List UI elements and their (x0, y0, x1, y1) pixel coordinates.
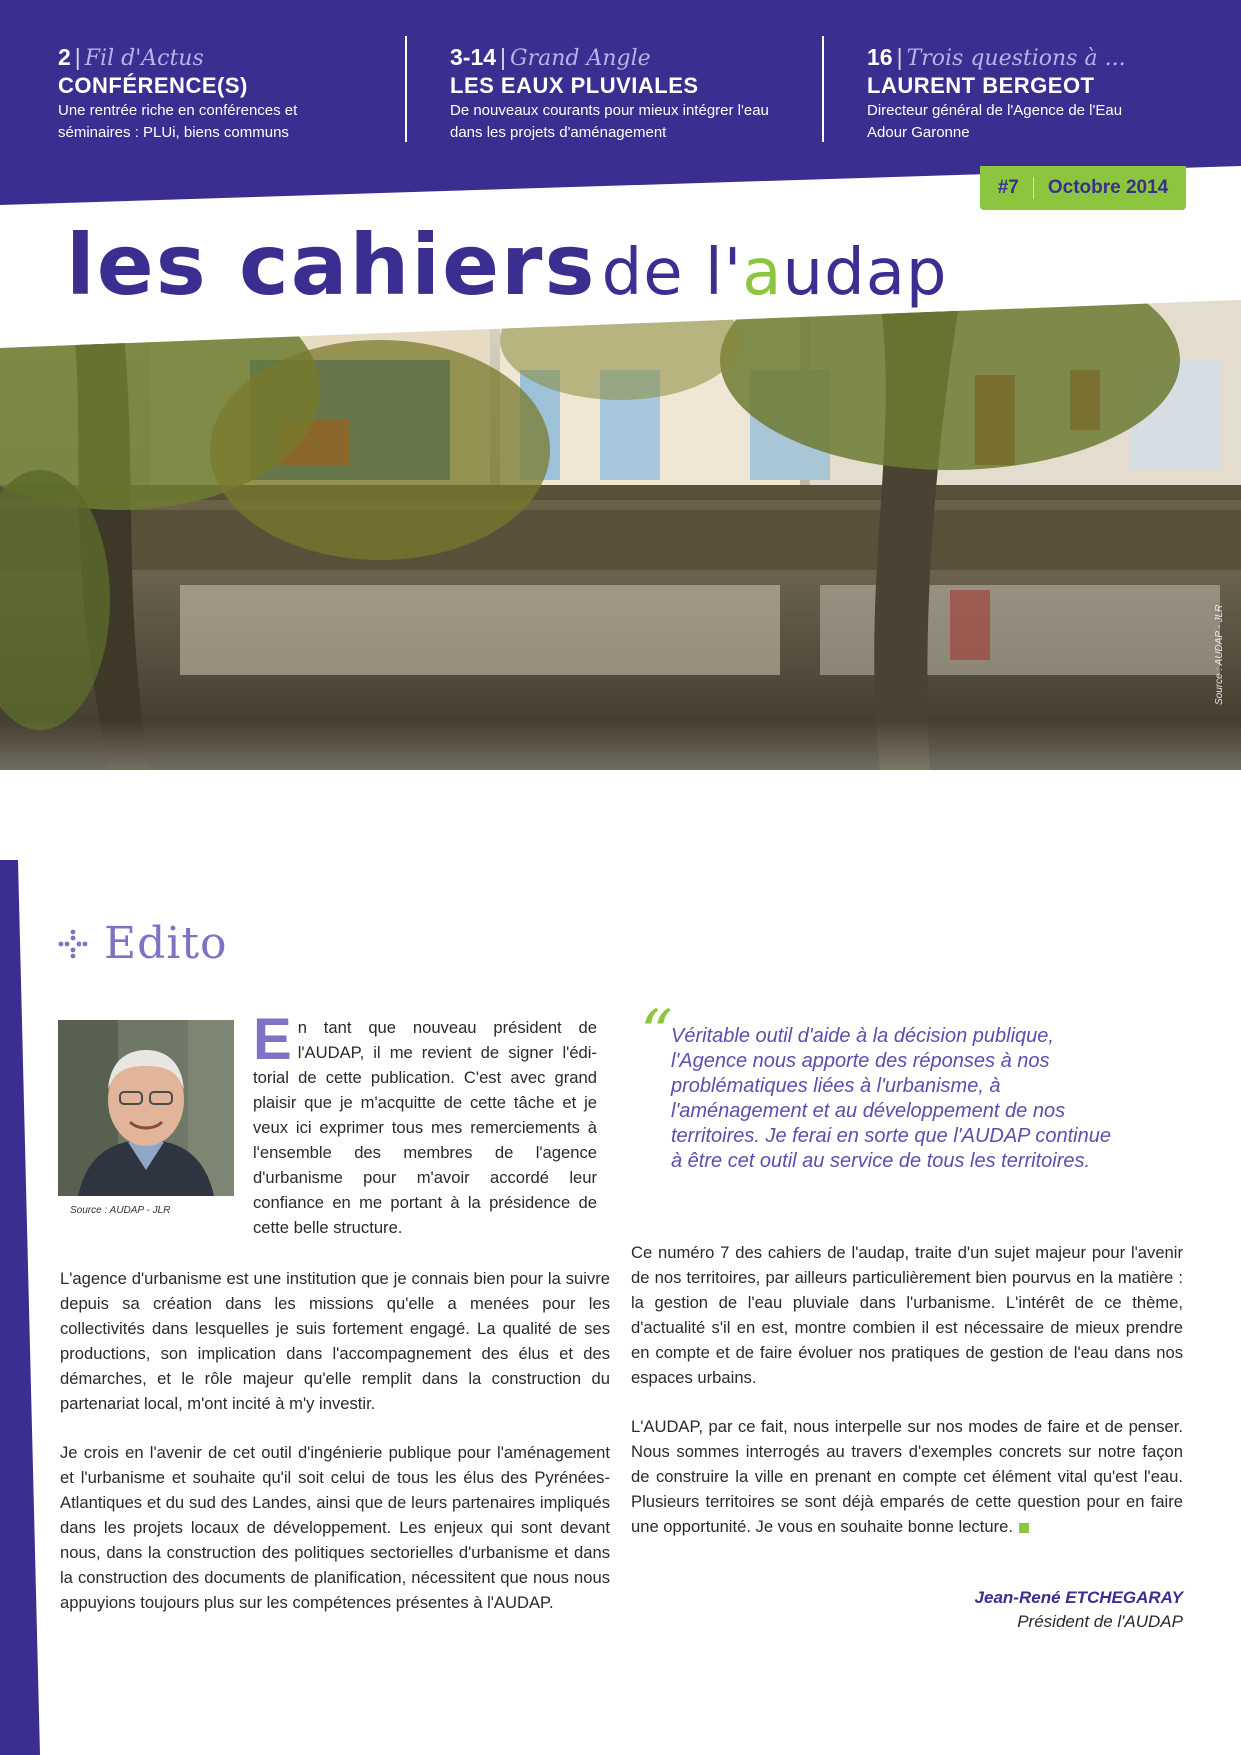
issue-date: Octobre 2014 (1047, 177, 1169, 198)
signature-name: Jean-René ETCHEGARAY (974, 1588, 1183, 1607)
masthead-accent-letter: a (742, 236, 783, 310)
teaser-page-number: 2 (58, 44, 71, 70)
header-divider (822, 36, 824, 142)
teaser-rubric: Fil d'Actus (84, 46, 204, 71)
edito-left-column (60, 1266, 610, 1639)
issue-tab (980, 166, 1186, 210)
side-stripe (0, 860, 40, 1755)
teaser-desc-line: De nouveaux courants pour mieux intégrer l'eau (450, 102, 769, 119)
issue-divider (1033, 177, 1034, 199)
teaser-desc-line: Une rentrée riche en conférences et (58, 102, 298, 119)
teaser-desc-line: dans les projets d'aménagement (450, 124, 667, 141)
body-paragraph: Je crois en l'avenir de cet outil d'ingénierie publique pour l'aménagement et l'urbanisme et souhaite qu'il soit celui de tous les élus des Pyrénées-Atlantiques et du sud des Landes, ainsi que de leurs partenaires impliqués dans les projets locaux de développement. Les enjeux qui sont devant nous, dans la construction des politiques sectorielles d'urbanisme et dans la construction des documents de planification, nécessitent que nous nous appuyions toujours plus sur les compétences présentes à l'AUDAP. (60, 1443, 610, 1612)
teaser-page-number: 16 (867, 44, 893, 70)
teaser-rubric: Grand Angle (510, 46, 651, 71)
drop-cap: E (253, 1007, 292, 1072)
teaser-title: LAURENT BERGEOT (867, 73, 1095, 98)
masthead-part: udap (782, 236, 948, 310)
signature (975, 1588, 1183, 1632)
dotted-cross-icon (58, 929, 88, 959)
signature-role: Président de l'AUDAP (1017, 1612, 1183, 1631)
cover-photo (0, 300, 1241, 900)
teaser-desc-line: Directeur général de l'Agence de l'Eau (867, 102, 1123, 119)
teaser-separator: | (500, 44, 507, 70)
body-paragraph: L'agence d'urbanisme est une institution que je connais bien pour la suivre depuis sa création dans les missions qu'elle a menées pour les collectivités dans lesquelles je suis fortement engagé. La qualité de ses productions, son implication dans l'accompagnement des élus et des démarches, et le rôle majeur qu'elle remplit dans la construction du partenariat local, m'ont incité à m'y investir. (60, 1269, 610, 1413)
teaser-desc-line: séminaires : PLUi, biens communs (58, 124, 289, 141)
pull-quote: Véritable outil d'aide à la décision publique, l'Agence nous apporte des réponses à nos problématiques liées à l'urbanisme, à l'aménagement et au développement de nos territoires. Je ferai en sorte que l'AUDAP continue à être cet outil au service de tous les territoires. (671, 1025, 1111, 1172)
issue-number: #7 (997, 177, 1019, 198)
masthead-part: de l' (601, 236, 743, 310)
teaser-fil-dactus[interactable] (58, 44, 297, 143)
edito-heading (58, 918, 228, 969)
president-portrait (58, 1020, 234, 1196)
teaser-desc-line: Adour Garonne (867, 124, 970, 141)
intro-text: n tant que nouveau président de l'AUDAP, il me revient de signer l'éditorial de cette publication. C'est avec grand plaisir que je m'acquitte de cette tâche et je veux ici exprimer tous mes remerciements à l'ensemble des membres de l'agence d'urbanisme pour m'avoir accordé leur confiance en me portant à la présidence de cette belle structure. (253, 1018, 597, 1237)
teaser-rubric: Trois questions à ... (906, 46, 1126, 71)
portrait-credit: Source : AUDAP - JLR (70, 1205, 171, 1216)
quote-mark-icon: “ (640, 997, 673, 1071)
teaser-separator: | (74, 44, 81, 70)
edito-right-column (631, 1240, 1183, 1563)
teaser-grand-angle[interactable] (450, 44, 769, 143)
end-of-article-mark (1019, 1523, 1029, 1533)
edito-title: Edito (104, 918, 228, 969)
masthead-logo (66, 216, 948, 314)
teaser-title: LES EAUX PLUVIALES (450, 73, 699, 98)
teaser-title: CONFÉRENCE(S) (58, 73, 248, 98)
closing-text: L'AUDAP, par ce fait, nous interpelle sur nos modes de faire et de penser. Nous sommes interrogés au travers d'exemples concrets sur notre façon de construire la ville en prenant en compte cet élément vital qu'est l'eau. Plusieurs territoires se sont déjà emparés de cette question pour en faire une opportunité. Je vous en souhaite bonne lecture. (631, 1417, 1183, 1536)
teaser-trois-questions[interactable] (867, 44, 1126, 143)
teaser-separator: | (896, 44, 903, 70)
photo-credit: Source : AUDAP - JLR (1214, 604, 1225, 705)
header-divider (405, 36, 407, 142)
teaser-page-number: 3-14 (450, 44, 497, 70)
masthead-part: les cahiers (66, 216, 597, 314)
body-paragraph (631, 1414, 1183, 1539)
body-paragraph: Ce numéro 7 des cahiers de l'audap, traite d'un sujet majeur pour l'avenir de nos territoires, par ailleurs particulièrement bien pourvus en la matière : la gestion de l'eau pluviale dans l'urbanisme. L'intérêt de ce thème, d'actualité s'il en est, montre combien il est nécessaire de mieux prendre en compte et de faire évoluer nos pratiques de gestion de l'eau dans nos espaces urbains. (631, 1243, 1183, 1387)
edito-intro (253, 1007, 597, 1240)
